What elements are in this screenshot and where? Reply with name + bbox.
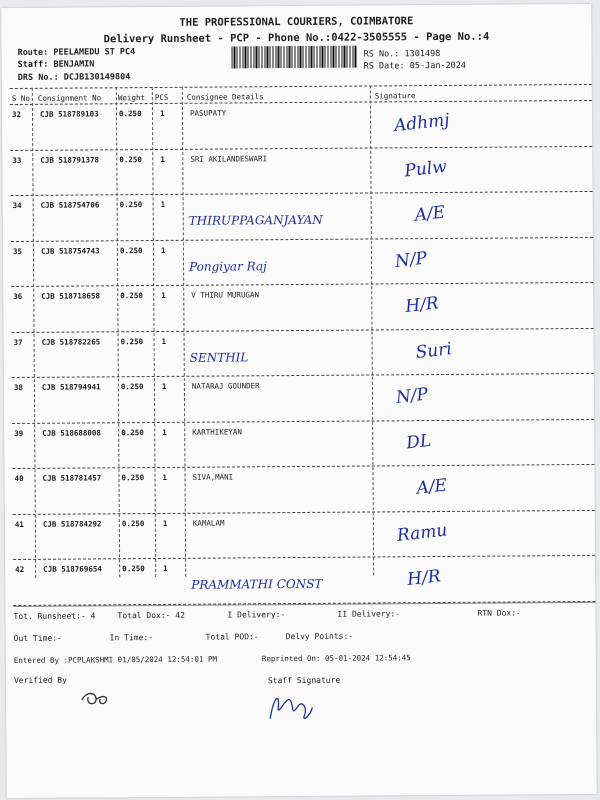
row-pcs: 1 bbox=[162, 518, 168, 528]
row-signature-mark: Adhmj bbox=[393, 110, 451, 137]
table-top-rule bbox=[10, 84, 592, 89]
row-weight: 0.250 bbox=[119, 154, 142, 164]
row-consignment-no: CJB 518688008 bbox=[42, 427, 101, 438]
entered-by: Entered By :PCPLAKSHMI 01/05/2024 12:54:01 PM bbox=[13, 654, 218, 665]
row-divider bbox=[12, 464, 594, 469]
row-pcs: 1 bbox=[159, 108, 165, 118]
row-consignment-no: CJB 518789103 bbox=[39, 109, 99, 119]
verified-by-label: Verified By bbox=[13, 675, 67, 685]
ii-delivery: II Delivery:- bbox=[337, 609, 401, 619]
col-divider bbox=[152, 87, 156, 577]
row-consignee-handwritten: Pongiyar Raj bbox=[189, 258, 267, 274]
runsheet-page bbox=[1, 4, 597, 798]
i-delivery: I Delivery:- bbox=[227, 610, 286, 620]
col-divider bbox=[32, 88, 36, 578]
row-signature-mark: N/P bbox=[394, 384, 430, 408]
row-divider bbox=[10, 145, 592, 150]
col-header-pcs: PCS bbox=[154, 92, 169, 102]
row-sno: 32 bbox=[11, 109, 22, 119]
barcode bbox=[232, 46, 357, 69]
row-consignee-handwritten: THIRUPPAGANJAYAN bbox=[188, 212, 323, 228]
row-consignment-no: CJB 518781457 bbox=[42, 473, 102, 483]
row-consignee: NATARAJ GOUNDER bbox=[191, 381, 260, 391]
rs-number: RS No.: 1301498 bbox=[363, 49, 441, 60]
row-weight: 0.250 bbox=[118, 109, 142, 119]
staff-signature-scribble bbox=[264, 686, 324, 726]
runsheet-subtitle: Delivery Runsheet - PCP - Phone No.:0422-3505555 - Page No.:4 bbox=[103, 30, 490, 46]
col-header-weight: Weight bbox=[117, 93, 146, 103]
reprinted-on: Reprinted On: 05-01-2024 12:54:45 bbox=[261, 653, 411, 664]
row-consignment-no: CJB 518791378 bbox=[40, 154, 100, 165]
row-sno: 38 bbox=[13, 382, 23, 392]
row-sno: 41 bbox=[14, 519, 24, 529]
row-pcs: 1 bbox=[161, 381, 167, 391]
row-divider bbox=[12, 418, 594, 423]
row-pcs: 1 bbox=[162, 472, 168, 482]
row-consignment-no: CJB 518794941 bbox=[41, 382, 101, 392]
row-divider bbox=[11, 191, 593, 196]
row-consignee: V THIRU MURUGAN bbox=[191, 290, 260, 300]
row-signature-mark: Suri bbox=[414, 338, 453, 363]
row-weight: 0.250 bbox=[120, 382, 144, 392]
col-divider bbox=[182, 87, 186, 577]
col-header-sno: S No bbox=[11, 93, 30, 103]
row-sno: 36 bbox=[13, 291, 23, 301]
row-consignment-no: CJB 518769654 bbox=[43, 564, 102, 574]
total-dox: Total Dox:- 42 bbox=[117, 610, 185, 621]
row-pcs: 1 bbox=[163, 563, 168, 573]
route-label: Route: PEELAMEDU ST PC4 bbox=[17, 47, 136, 58]
row-signature-mark: A/E bbox=[415, 475, 449, 499]
verified-stamp-mark bbox=[78, 687, 118, 711]
row-weight: 0.250 bbox=[121, 473, 145, 483]
col-divider bbox=[370, 85, 374, 575]
row-signature-mark: Ramu bbox=[395, 519, 449, 546]
row-consignee: SIVA,MANI bbox=[192, 472, 234, 482]
rtn-dox: RTN Dox:- bbox=[477, 608, 521, 618]
row-divider bbox=[11, 236, 593, 241]
row-weight: 0.250 bbox=[120, 291, 143, 301]
out-time: Out Time:- bbox=[13, 633, 62, 643]
drs-number: DRS No.: DCJB130149804 bbox=[17, 72, 131, 83]
row-pcs: 1 bbox=[161, 290, 166, 300]
row-consignee-handwritten: PRAMMATHI CONST bbox=[191, 576, 323, 592]
row-consignee: KARTHIKEYAN bbox=[192, 426, 242, 437]
col-header-consignee: Consignee Details bbox=[186, 92, 264, 102]
row-divider bbox=[12, 327, 594, 332]
row-signature-mark: Pulw bbox=[403, 156, 448, 181]
row-sno: 39 bbox=[14, 428, 24, 438]
row-pcs: 1 bbox=[162, 427, 167, 437]
row-divider bbox=[13, 509, 595, 514]
row-consignee-handwritten: SENTHIL bbox=[189, 349, 249, 365]
staff-signature-label: Staff Signature bbox=[267, 675, 341, 686]
row-sno: 35 bbox=[12, 246, 23, 256]
row-consignment-no: CJB 518754743 bbox=[40, 245, 100, 256]
row-signature-mark: N/P bbox=[394, 247, 429, 272]
row-divider bbox=[11, 282, 593, 287]
delvy-points: Delvy Points:- bbox=[285, 631, 354, 642]
row-sno: 33 bbox=[12, 155, 22, 165]
row-sno: 42 bbox=[15, 564, 25, 574]
col-header-consignment: Consignment No bbox=[37, 93, 102, 103]
row-pcs: 1 bbox=[161, 336, 167, 346]
row-signature-mark: DL bbox=[405, 430, 433, 453]
rs-date: RS Date: 05-Jan-2024 bbox=[363, 60, 467, 72]
row-pcs: 1 bbox=[160, 199, 166, 209]
total-runsheet: Tot. Runsheet:- 4 bbox=[13, 611, 96, 621]
row-consignee: KAMALAM bbox=[192, 518, 225, 528]
row-signature-mark: H/R bbox=[406, 566, 442, 590]
in-time: In Time:- bbox=[109, 633, 154, 643]
row-consignee: PASUPATY bbox=[189, 108, 227, 118]
row-weight: 0.250 bbox=[119, 200, 143, 210]
row-sno: 37 bbox=[13, 337, 23, 347]
row-weight: 0.250 bbox=[119, 245, 143, 255]
row-weight: 0.250 bbox=[121, 518, 145, 528]
row-sno: 40 bbox=[14, 473, 24, 483]
row-consignment-no: CJB 518782265 bbox=[41, 336, 101, 347]
col-header-signature: Signature bbox=[374, 91, 416, 101]
row-consignment-no: CJB 518784292 bbox=[42, 518, 102, 529]
row-signature-mark: H/R bbox=[404, 293, 440, 317]
company-title: THE PROFESSIONAL COURIERS, COIMBATORE bbox=[179, 15, 414, 29]
row-consignee: SRI AKILANDESWARI bbox=[190, 153, 268, 164]
row-consignment-no: CJB 518718658 bbox=[41, 291, 100, 301]
row-weight: 0.250 bbox=[121, 427, 144, 437]
row-divider bbox=[13, 555, 595, 560]
row-consignment-no: CJB 518754706 bbox=[40, 200, 100, 210]
row-divider bbox=[12, 373, 594, 378]
row-weight: 0.250 bbox=[120, 336, 144, 346]
total-pod: Total POD:- bbox=[205, 632, 259, 642]
row-pcs: 1 bbox=[160, 245, 166, 255]
row-weight: 0.250 bbox=[122, 564, 145, 574]
staff-label: Staff: BENJAMIN bbox=[17, 59, 95, 70]
row-pcs: 1 bbox=[160, 154, 165, 164]
row-sno: 34 bbox=[12, 200, 22, 210]
row-signature-mark: A/E bbox=[413, 202, 447, 226]
